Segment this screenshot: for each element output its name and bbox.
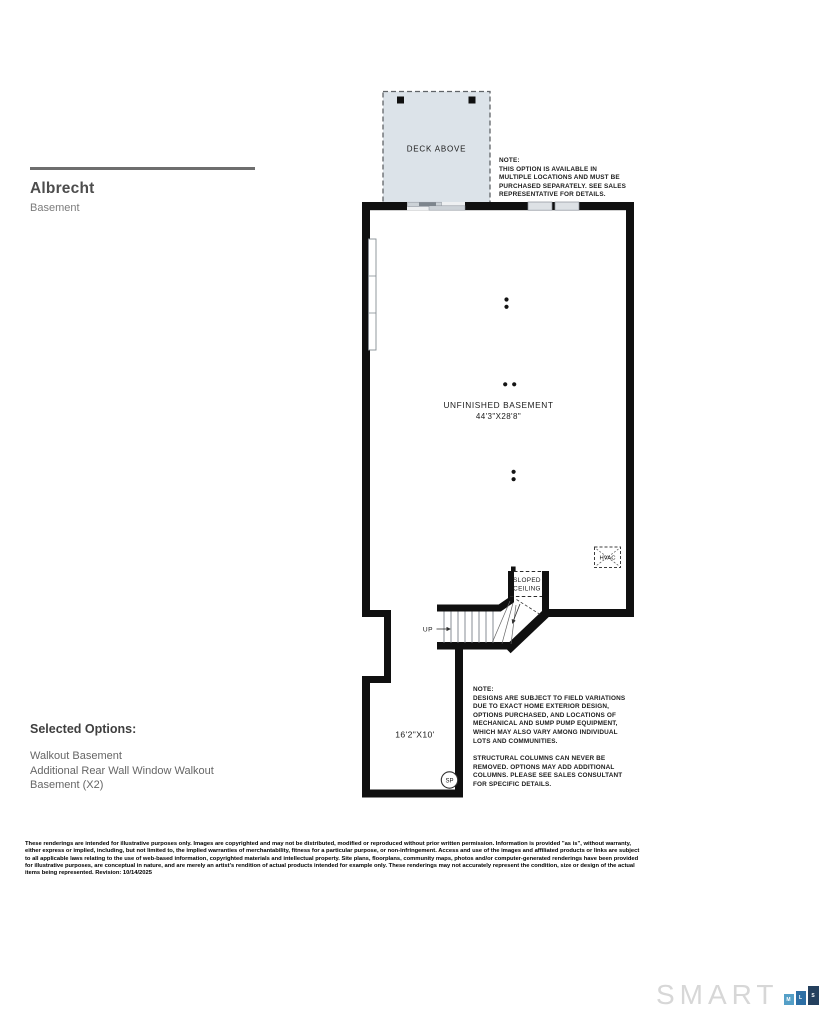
- up-label: UP: [422, 626, 433, 634]
- sloped-ceiling-label-1: SLOPED: [513, 577, 541, 584]
- sump-pump-label: SP: [445, 778, 454, 785]
- selected-option-item: Walkout Basement: [30, 750, 122, 762]
- note-line: DESIGNS ARE SUBJECT TO FIELD VARIATIONS: [473, 694, 626, 702]
- note-line: STRUCTURAL COLUMNS CAN NEVER BE: [473, 755, 606, 763]
- room-dims-label: 44'3"X28'8": [475, 412, 522, 421]
- title-rule: [30, 167, 255, 170]
- wall-notch-right: [384, 610, 391, 683]
- note-line: THIS OPTION IS AVAILABLE IN: [499, 165, 598, 173]
- plan-subtitle: Basement: [30, 202, 80, 214]
- logo-wordmark: SMART: [656, 979, 779, 1010]
- hvac-label: HVAC: [599, 555, 616, 562]
- stair-direction-arrow: [513, 604, 521, 623]
- note-line: FOR SPECIFIC DETAILS.: [473, 780, 552, 788]
- wall-top: [362, 202, 634, 210]
- logo-square-l: L: [796, 991, 806, 1005]
- sliding-door-panel: [429, 206, 465, 210]
- plan-name: Albrecht: [30, 180, 95, 197]
- wall-alcove-right: [455, 643, 463, 798]
- selected-options: [30, 722, 214, 793]
- hvac-unit: [595, 547, 621, 568]
- wall-stair-bottom: [437, 642, 513, 650]
- stair-treads: [444, 612, 493, 643]
- note-line: COLUMNS. PLEASE SEE SALES CONSULTANT: [473, 772, 623, 780]
- sump-pump: [441, 772, 457, 788]
- note-paragraph-gap: [473, 746, 651, 755]
- logo-square-m: M: [784, 994, 794, 1005]
- note-field-variations: [473, 686, 651, 790]
- note-line: REMOVED. OPTIONS MAY ADD ADDITIONAL: [473, 763, 615, 771]
- selected-options-list: [30, 749, 214, 793]
- selected-options-heading: Selected Options:: [30, 722, 137, 736]
- note-line: MECHANICAL AND SUMP PUMP EQUIPMENT,: [473, 720, 618, 728]
- logo-mls-squares: [784, 986, 819, 1005]
- logo-square-s: S: [808, 986, 819, 1005]
- note-line: OPTIONS PURCHASED, AND LOCATIONS OF: [473, 711, 617, 719]
- selected-option-item: Basement (X2): [30, 779, 104, 791]
- wall-openings: [369, 202, 580, 350]
- deck-post-left: [397, 97, 404, 104]
- note-line: REPRESENTATIVE FOR DETAILS.: [499, 191, 606, 199]
- note-line: PURCHASED SEPARATELY. SEE SALES: [499, 182, 627, 190]
- title-block: [30, 167, 255, 214]
- note-line: MULTIPLE LOCATIONS AND MUST BE: [499, 174, 620, 182]
- wall-right: [626, 202, 634, 617]
- wall-stair-top: [437, 605, 501, 612]
- deck-label: DECK ABOVE: [406, 144, 467, 154]
- sliding-door-overlap: [419, 202, 436, 206]
- wall-diagonal: [508, 612, 549, 651]
- structural-post: [511, 567, 516, 572]
- note-line: NOTE:: [473, 686, 494, 693]
- wall-left-lower: [362, 676, 370, 798]
- left-wall-window: [369, 239, 377, 350]
- sloped-ceiling-label-2: CEILING: [513, 585, 541, 593]
- note-option-availability: [499, 157, 641, 200]
- rear-window-1: [528, 202, 552, 210]
- wall-bottom-right: [545, 609, 634, 617]
- wall-diagonal-short: [499, 600, 512, 609]
- winder-dashed-line: [517, 600, 542, 616]
- sloped-ceiling: [510, 567, 542, 597]
- structural-columns: [503, 297, 516, 481]
- note-line: LOTS AND COMMUNITIES.: [473, 737, 558, 745]
- legal-disclaimer: These renderings are intended for illustrative purposes only. Images are copyrighted and may not be distributed, modified or reproduced without prior written permission. Information is provided "as is", without warranty, either express or implied, including, but not limited to, the implied warranties of merchantability, fitness for a particular purpose, or non-infringement. Access and use of the images and affiliated products or links are subject to all applicable laws relating to the use of web-based information, copyrighted materials and intellectual property. Site plans, floorplans, community maps, photos and/or computer-generated renderings have been provided for illustrative purposes, are conceptual in nature, and are merely an artist's rendition of actual products intended for example only. These renderings may not accurately represent the condition, size or design of the actual items being represented. Revision: 10/14/2025: [25, 841, 640, 877]
- note-line: NOTE:: [499, 157, 520, 164]
- deck-post-right: [469, 97, 476, 104]
- rear-window-2: [555, 202, 579, 210]
- alcove-dims-label: 16'2"X10': [395, 729, 435, 740]
- smartmls-logo: [656, 981, 819, 1008]
- deck-above: [383, 92, 490, 204]
- selected-option-item: Additional Rear Wall Window Walkout: [30, 764, 214, 777]
- room-name-label: UNFINISHED BASEMENT: [443, 400, 554, 410]
- note-line: DUE TO EXACT HOME EXTERIOR DESIGN,: [473, 703, 610, 711]
- wall-bottom: [362, 790, 463, 798]
- note-line: WHICH MAY ALSO VARY AMONG INDIVIDUAL: [473, 728, 618, 736]
